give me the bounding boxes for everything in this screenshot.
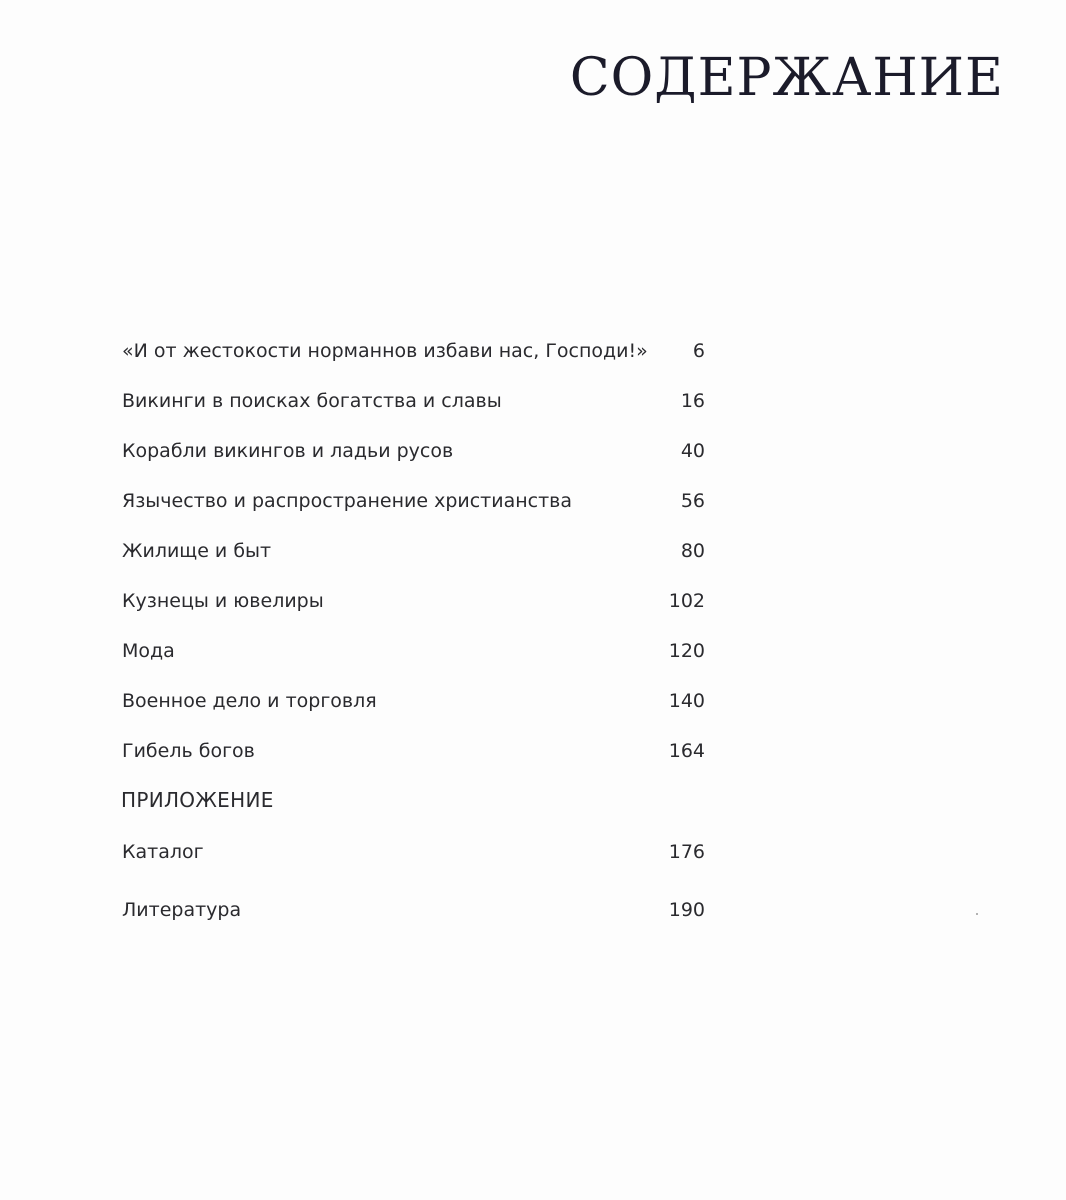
paper-speck — [976, 913, 978, 915]
appendix-heading: ПРИЛОЖЕНИЕ — [121, 788, 274, 812]
toc-entry — [122, 692, 705, 711]
toc-entry-label: Корабли викингов и ладьи русов — [122, 440, 454, 462]
toc-entry — [122, 492, 705, 511]
toc-entry-label: Викинги в поисках богатства и славы — [122, 390, 502, 412]
appendix-entry-label: Каталог — [122, 841, 204, 863]
toc-entry-page: 16 — [680, 390, 705, 412]
toc-entry — [122, 542, 705, 561]
appendix-entry — [122, 843, 705, 862]
toc-entry-label: Язычество и распространение христианства — [122, 490, 573, 512]
toc-entry-label: Мода — [122, 640, 175, 662]
toc-entry-label: Гибель богов — [122, 740, 255, 762]
toc-entry-page: 6 — [692, 340, 705, 362]
toc-entry — [122, 442, 705, 461]
toc-entry-page: 80 — [680, 540, 705, 562]
toc-entry-label: Военное дело и торговля — [122, 690, 377, 712]
toc-entry-page: 40 — [680, 440, 705, 462]
toc-entry-page: 102 — [668, 590, 705, 612]
toc-entry-label: Кузнецы и ювелиры — [122, 590, 324, 612]
appendix-entry — [122, 901, 705, 920]
toc-entry — [122, 742, 705, 761]
toc-entry-label: Жилище и быт — [122, 540, 272, 562]
appendix-entry-page: 190 — [668, 899, 705, 921]
appendix-entry-page: 176 — [668, 841, 705, 863]
toc-entry-page: 140 — [668, 690, 705, 712]
toc-entry-page: 164 — [668, 740, 705, 762]
page-title: СОДЕРЖАНИЕ — [569, 48, 1004, 108]
toc-entry — [122, 392, 705, 411]
toc-entry — [122, 642, 705, 661]
appendix-entry-label: Литература — [122, 899, 242, 921]
toc-entry-label: «И от жестокости норманнов избави нас, Господи!» — [122, 340, 648, 362]
toc-entry — [122, 592, 705, 611]
toc-entry-page: 120 — [668, 640, 705, 662]
toc-entry — [122, 342, 705, 361]
toc-entry-page: 56 — [680, 490, 705, 512]
